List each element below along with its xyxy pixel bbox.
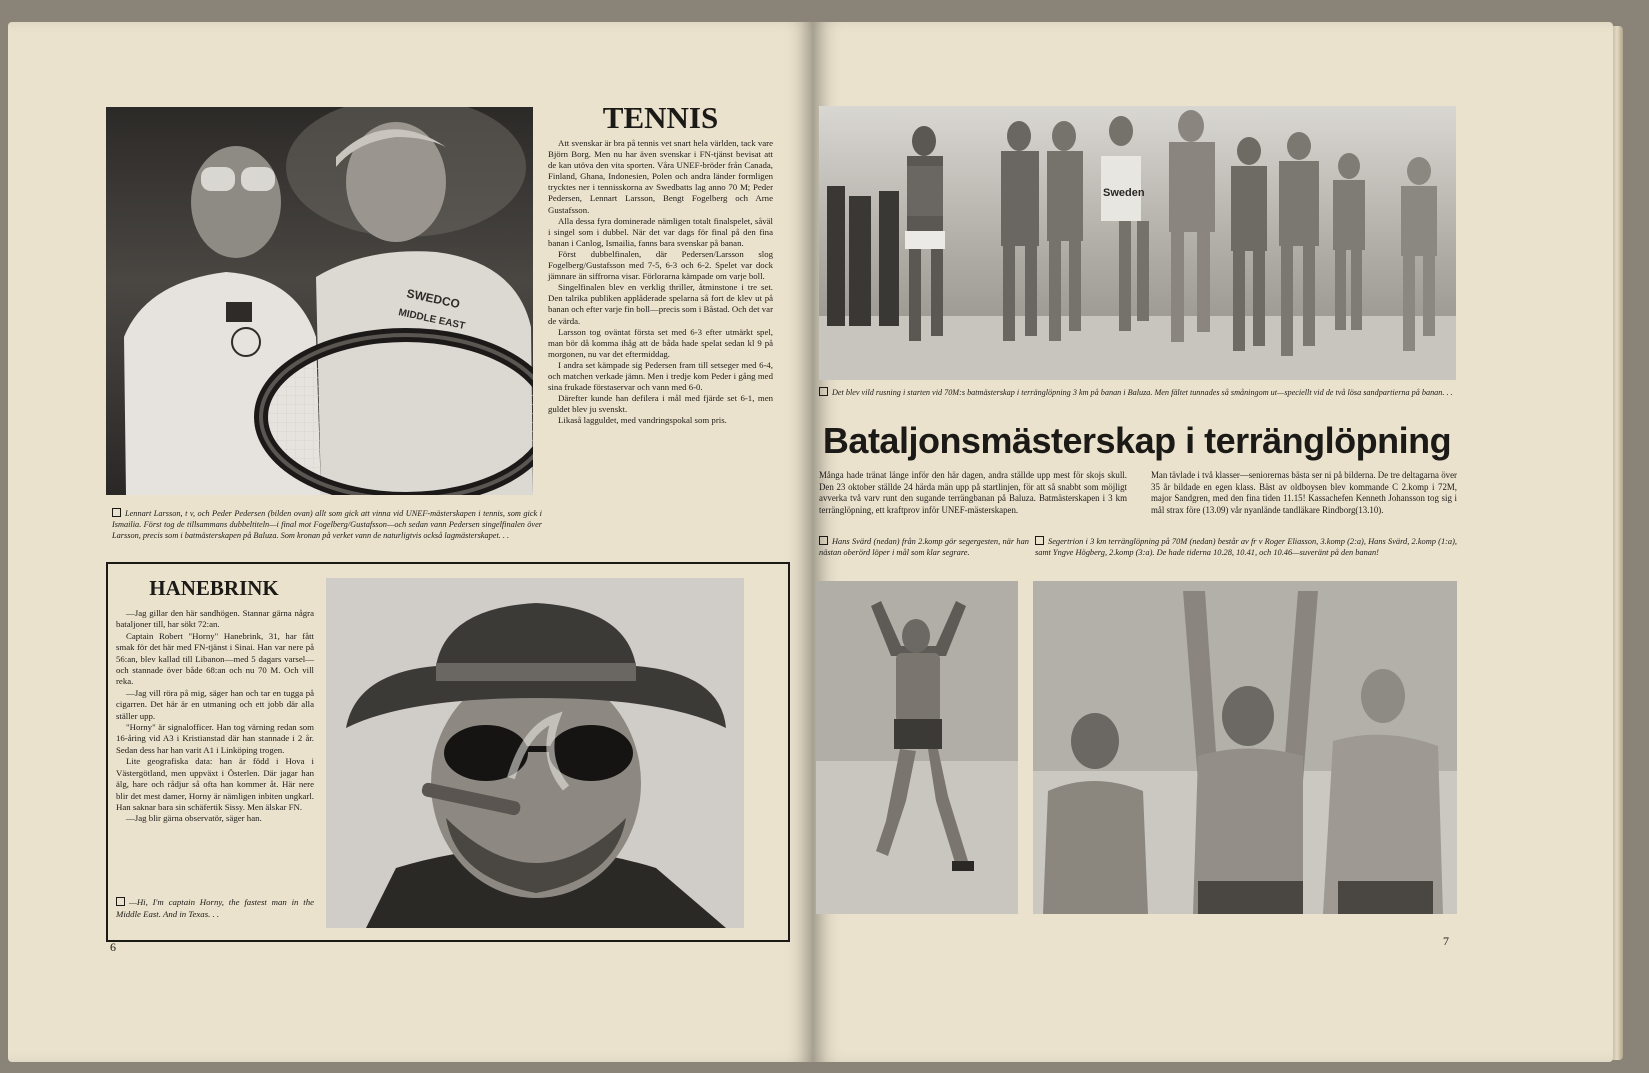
race-start-caption bbox=[819, 387, 1456, 398]
hanebrink-article bbox=[116, 608, 314, 825]
runner-shirt-text: Sweden bbox=[1103, 187, 1145, 199]
hanebrink-box bbox=[106, 562, 790, 942]
hanebrink-photo bbox=[326, 578, 744, 928]
hanebrink-caption bbox=[116, 896, 314, 920]
tennis-article bbox=[548, 138, 773, 426]
caption-box-icon bbox=[819, 387, 828, 396]
race-article-col1: Många hade tränat länge inför den här dagen, andra ställde upp mest för skojs skull. Den 23 oktober ställde 24 härda män upp på startlinjen, för att så snabbt som möjligt avverka två varv runt den sugande terrängbanan på Baluza. Batmästerskapen i 3 km terränglöpning, ett kraftprov inför UNEF-mästerskapen. bbox=[819, 470, 1127, 515]
race-start-caption-text: Det blev vild rusning i starten vid 70M:s batmästerskap i terränglöpning 3 km på banan i Baluza. Men fältet tunnades så småningom ut—speciellt vid de två lösa sandpartierna på banan. . . bbox=[832, 388, 1453, 397]
tennis-photo bbox=[106, 107, 533, 495]
caption-box-icon bbox=[112, 508, 121, 517]
podium-photo bbox=[1033, 581, 1457, 914]
right-page bbox=[813, 22, 1613, 1062]
hanebrink-heading: HANEBRINK bbox=[149, 576, 279, 600]
left-page-number: 6 bbox=[110, 940, 116, 954]
race-start-photo bbox=[819, 106, 1456, 380]
tennis-paragraph: Singelfinalen blev en verklig thriller, åtminstone i tre set. Den talrika publiken applåderade spelarna så fort de klev ut på banan och efter varje fin boll—precis som i Båstad. Och det var de värda. bbox=[548, 282, 773, 326]
tennis-paragraph: Att svenskar är bra på tennis vet snart hela världen, tack vare Björn Borg. Men nu har även svenskar i FN-tjänst bevisat att de kan utöva den vita sporten. Våra UNEF-bröder från Canada, Finland, Ghana, Indonesien, Polen och andra länder formligen trycktes ner i tennisskorna av Swedbatts lag anno 70 M; Peder Pedersen, Lennart Larsson, Bengt Fogelberg och Arne Gustafsson. bbox=[548, 138, 773, 215]
winner-caption-text: Hans Svärd (nedan) från 2.komp gör segergesten, när han nästan oberörd löper i mål som klar segrare. bbox=[819, 537, 1029, 557]
tennis-paragraph: Likaså lagguldet, med vandringspokal som pris. bbox=[558, 415, 727, 426]
race-article-col2: Man tävlade i två klasser—seniorernas bästa ser ni på bilderna. De tre deltagarna över 35 år bildade en egen klass. Bäst av oldboysen blev kommande C 2.komp i 72M, major Sandgren, med den fina tiden 11.15! Kassachefen Kenneth Johansson tog sig i mål strax före (13.09) vår nyanlände tandläkare Rindborg(13.10). bbox=[1151, 470, 1457, 515]
caption-box-icon bbox=[819, 536, 828, 545]
race-headline: Bataljonsmästerskap i terränglöpning bbox=[822, 420, 1452, 461]
caption-box-icon bbox=[1035, 536, 1044, 545]
left-page bbox=[8, 22, 813, 1062]
podium-caption bbox=[1035, 536, 1457, 558]
right-page-number: 7 bbox=[1443, 934, 1449, 948]
hanebrink-paragraph: "Horny" är signalofficer. Han tog värning redan som 16-åring vid A3 i Kristianstad där han stannade i 2 år. Sedan dess har han varit A1 i Linköping trogen. bbox=[116, 722, 314, 755]
svg-text:MIDDLE EAST: MIDDLE EAST bbox=[397, 307, 466, 333]
tennis-paragraph: Först dubbelfinalen, där Pedersen/Larsson slog Fogelberg/Gustafsson med 7-5, 6-3 och 6-2. Spelet var dock jämnare än siffrorna visar. Förlorarna kämpade om varje boll. bbox=[548, 248, 773, 282]
tennis-caption-text: Lennart Larsson, t v, och Peder Pedersen (bilden ovan) allt som gick att vinna vid UNEF-mästerskapen i tennis, som gick i Ismailia. Först tog de tillsammans dubbeltiteln—i final mot Fogelberg/Gustafsson—och sedan vann Pedersen singelfinalen över Larsson, precis som i batmästerskapen på Baluza. Som kronan på verket vann de naturligtvis också lagmästerskapet. . . bbox=[112, 509, 542, 540]
winner-photo bbox=[816, 581, 1018, 914]
hanebrink-paragraph: —Jag vill röra på mig, säger han och tar en tugga på cigarren. Det här är en utmaning och ett jobb där alla ställer upp. bbox=[116, 687, 314, 721]
hanebrink-caption-text: —Hi, I'm captain Horny, the fastest man in the Middle East. And in Texas. . . bbox=[116, 897, 314, 919]
podium-caption-text: Segertrion i 3 km terränglöpning på 70M (nedan) består av fr v Roger Eliasson, 3.komp (2:a), Hans Svärd, 2.komp (1:a), samt Yngve Högberg, 2.komp (3:a). De hade tiderna 10.28, 10.41, och 10.46—suveränt på den banan! bbox=[1035, 537, 1457, 557]
hanebrink-paragraph: Captain Robert "Horny" Hanebrink, 31, har fått smak för det här med FN-tjänst i Sinai. Han var nere på 56:an, blev kallad till Libanon—med 5 dagars varsel—och stannade över både 68:an och nu 70 M. Och vill reka. bbox=[116, 630, 314, 687]
tennis-heading: TENNIS bbox=[602, 100, 719, 135]
winner-caption bbox=[819, 536, 1029, 558]
magazine-spread bbox=[0, 8, 1625, 1066]
hanebrink-paragraph: —Jag gillar den här sandhögen. Stannar gärna några bataljoner till, har sökt 72:an. bbox=[116, 608, 314, 630]
tennis-paragraph: Larsson tog oväntat första set med 6-3 efter utmärkt spel, man bör då komma ihåg att de båda hade spelat sedan kl 9 på morgonen, nu var det eftermiddag. bbox=[548, 326, 773, 359]
tennis-paragraph: Därefter kunde han defilera i mål med fjärde set 6-1, men guldet blev ju svenskt. bbox=[548, 393, 773, 415]
hanebrink-paragraph: —Jag blir gärna observatör, säger han. bbox=[126, 813, 262, 824]
tennis-caption bbox=[112, 508, 542, 541]
caption-box-icon bbox=[116, 897, 125, 906]
hanebrink-paragraph: Lite geografiska data: han är född i Hova i Västergötland, men uppväxt i Österlen. Där jagar han älg, hare och rådjur så ofta han kommer åt. Här nere blir det mest damer, Horny är nämligen inbiten ungkarl. Han saknar bara sin schäfertik Sissy. Men älskar FN. bbox=[116, 756, 314, 812]
svg-text:SWEDCO: SWEDCO bbox=[405, 286, 462, 312]
tennis-paragraph: I andra set kämpade sig Pedersen fram till setseger med 6-4, och matchen verkade jämn. Men i tredje kom Peder i gång med sina frukade förstaservar och vann med 6-0. bbox=[548, 359, 773, 393]
tennis-paragraph: Alla dessa fyra dominerade nämligen totalt finalspelet, såväl i singel som i dubbel. När det var dags för final på den fina banan i Canlog, Ismailia, fanns bara svenskar på banan. bbox=[548, 215, 773, 248]
